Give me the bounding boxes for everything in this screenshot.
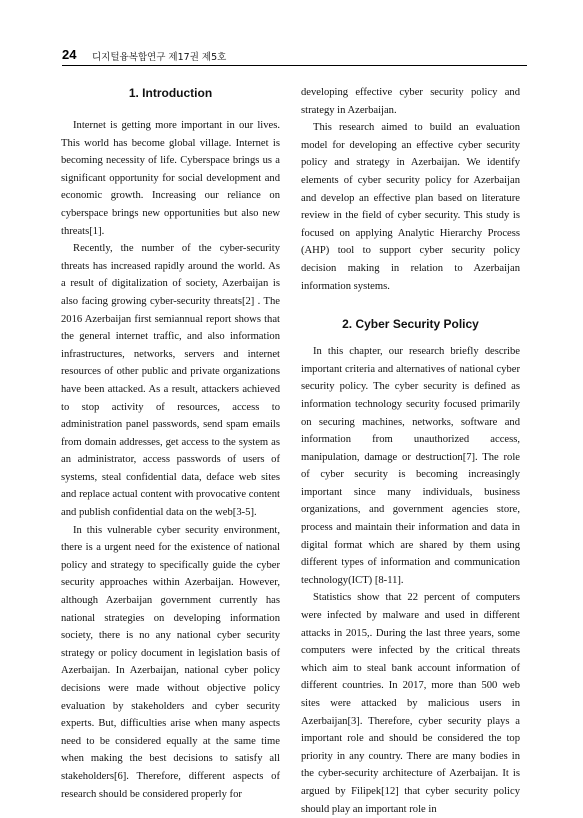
policy-paragraph-2: Statistics show that 22 percent of computers were infected by malware and used in different attacks in 2015,. During the last three years, some computers were infected by the critical threats which aim to steal bank account information of different countries. In 2017, more than 500 web sites were attacked by malicious users in Azerbaijan[3]. Therefore, cyber security plays a important role and should be considered the top priority in any country. There are many bodies in the cyber-security architecture of Azerbaijan. It is argued by Filipek[12] that cyber security policy should play an important role in <box>301 592 520 815</box>
right-column <box>301 84 520 818</box>
journal-title: 디지털융복합연구 제17권 제5호 <box>92 52 227 63</box>
left-column <box>61 84 280 803</box>
running-header <box>62 47 527 66</box>
intro-paragraph-3: In this vulnerable cyber security environment, there is a urgent need for the existence of national policy and strategy to specifically guide the cyber security approaches within Azerbaijan. However, although Azerbaijan government currently has national strategies on developing information society, there is no any national cyber security strategy or policy document in legislation basis of Azerbaijan. In Azerbaijan, national cyber policy decisions were made without objective policy evaluation by stakeholders and cyber security experts. But, difficulties arise when many aspects need to be considered equally at the same time when making the best decisions to satisfy all stakeholders[6]. Therefore, different aspects of research should be considered properly for <box>61 524 280 800</box>
intro-paragraph-1: Internet is getting more important in our lives. This world has become global village. Internet is becoming necessity of life. Cyberspace brings us a significant opportunity for social development and economic growth. Increasing our reliance on cyberspace brings new opportunities but also new threats[1]. <box>61 120 280 237</box>
cyber-security-policy-heading: 2. Cyber Security Policy <box>342 317 479 332</box>
intro-paragraph-continued: developing effective cyber security policy and strategy in Azerbaijan. <box>301 87 520 116</box>
policy-paragraph-1: In this chapter, our research briefly describe important criteria and alternatives of national cyber security policy. The cyber security is defined as information technology security focused primarily on securing machines, networks, software and information from unauthorized access, manipulation, damage or destruction[7]. The role of cyber security is becoming increasingly important since many individuals, business organizations, and government agencies store, process and maintain their information and data in digital format which are shared by them using different types of information and communication technology(ICT) [8-11]. <box>301 346 520 586</box>
page-number: 24 <box>62 47 77 62</box>
intro-paragraph-4: This research aimed to build an evaluation model for developing an effective cyber security policy and strategy in Azerbaijan. We identify elements of cyber security policy for Azerbaijan and develop an effective plan based on literature review in the field of cyber security. This study is focused on applying Analytic Hierarchy Process (AHP) tool to support cyber security policy decision making in relation to Azerbaijan information systems. <box>301 122 520 292</box>
introduction-heading: 1. Introduction <box>128 86 213 100</box>
intro-paragraph-2: Recently, the number of the cyber-security threats has increased rapidly around the world. As a result of digitalization of society, Azerbaijan is also facing growing cyber-security threats[2] . The 2016 Azerbaijan first semiannual report shows that the general internet traffic, and also information infrastructures, networks, servers and internet resources of other public and private organizations have been attacked. As a result, attackers achieved to stop activity of resources, access to administration panel passwords, send spam emails from domain addresses, get access to the system as an administrator, access passwords of users of systems, steal confidential data, deface web sites and replace actual content with provocative content and publish confidential data on the web[3-5]. <box>61 243 280 519</box>
